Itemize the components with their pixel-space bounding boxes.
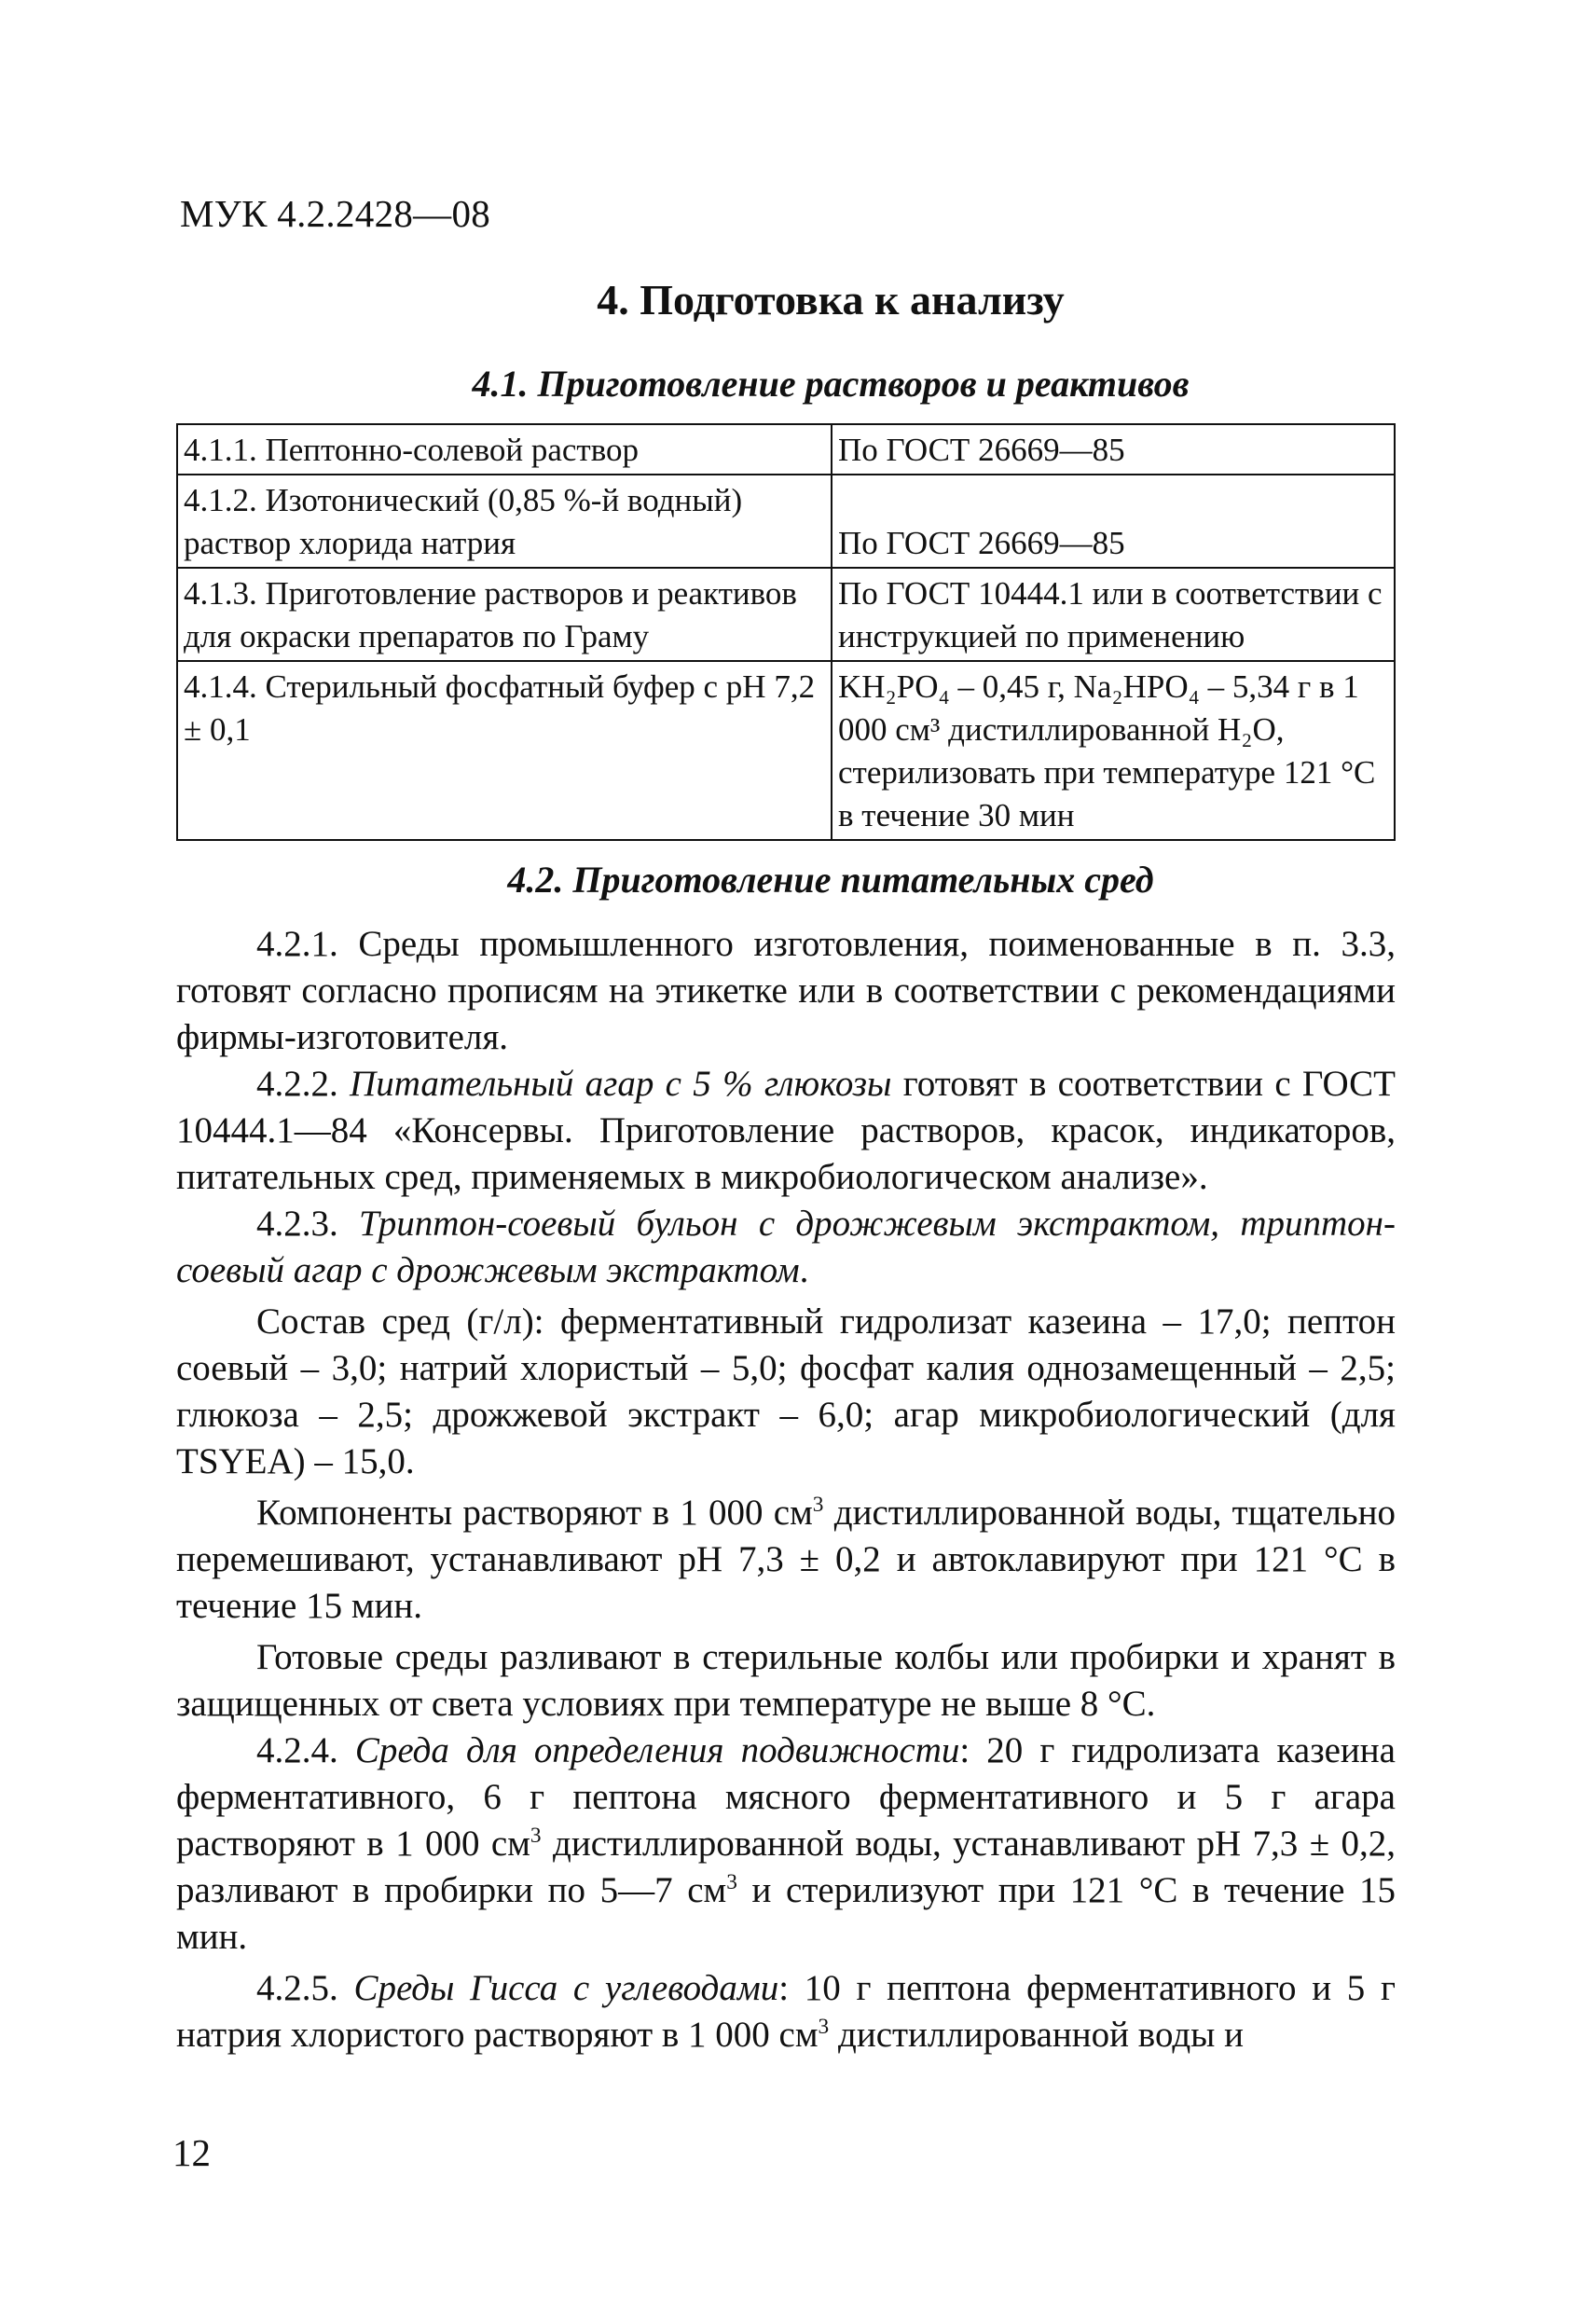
paragraph-4-2-5 [176,1965,1396,2058]
clause-number: 4.2.2. [256,1064,338,1104]
paragraph-4-2-1: 4.2.1. Среды промышленного изготовления, поименованные в п. 3.3, готовят согласно прописям на этикетке или в соответствии с рекомендациями фирмы-изготовителя. [176,924,1396,1057]
medium-name: Триптон-соевый бульон с дрожжевым экстрактом, триптон-соевый агар с дрожжевым экстрактом [176,1204,1396,1290]
paragraph-text: готовят в соответствии с ГОСТ 10444.1—84 «Консервы. Приготовление растворов, красок, индикаторов, питательных сред, применяемых в микробиологическом анализе». [176,1064,1396,1197]
body-text [176,921,1396,2058]
table-row [177,568,1395,661]
clause-number: 4.2.4. [256,1730,338,1770]
paragraph-4-2-4 [176,1728,1396,1961]
table-cell-method: По ГОСТ 26669—85 [832,424,1395,475]
paragraph-text: дистиллированной воды, устанавливают pH 7,3 ± 0,2, разливают в пробирки по 5—7 см [176,1824,1396,1910]
subsection-title-solutions: 4.1. Приготовление растворов и реактивов [472,363,1190,405]
reagents-table [176,423,1396,841]
table-cell-method: По ГОСТ 26669—85 [832,475,1395,568]
document-code: МУК 4.2.2428—08 [180,192,491,235]
table-cell-item: 4.1.3. Приготовление растворов и реактивов для окраски препаратов по Граму [177,568,832,661]
table-row [177,424,1395,475]
paragraph-text: Компоненты растворяют в 1 000 см [256,1493,813,1533]
superscript: 3 [812,1493,824,1517]
paragraph-text: дистиллированной воды и [837,2015,1244,2055]
table-cell-item: 4.1.1. Пептонно-солевой раствор [177,424,832,475]
page-number: 12 [172,2131,211,2174]
section-title: 4. Подготовка к анализу [597,276,1065,324]
medium-name: Среда для определения подвижности [354,1730,960,1770]
paragraph-text: : 20 г гидролизата казеина ферментативного, 6 г пептона мясного ферментативного и 5 г агара растворяют в 1 000 см [176,1730,1396,1864]
table-cell-method: KH₂PO₄ – 0,45 г, Na₂HPO₄ – 5,34 г в 1 000 см³ дистиллированной H₂O, стерилизовать при температуре 121 °С в течение 30 мин [832,661,1395,840]
paragraph-text: и стерилизуют при 121 °С в течение 15 мин. [176,1870,1396,1957]
superscript: 3 [818,2015,830,2039]
paragraph-components [176,1490,1396,1630]
paragraph-composition: Состав сред (г/л): ферментативный гидролизат казеина – 17,0; пептон соевый – 3,0; натрий хлористый – 5,0; фосфат калия однозамещенный – 2,5; глюкоза – 2,5; дрожжевой экстракт – 6,0; агар микробиологический (для TSYEA) – 15,0. [176,1301,1396,1481]
clause-number: 4.2.5. [256,1968,338,2008]
table-cell-item: 4.1.4. Стерильный фосфатный буфер с pH 7,2 ± 0,1 [177,661,832,840]
paragraph-4-2-2 [176,1061,1396,1201]
superscript: 3 [726,1870,737,1894]
medium-name: Питательный агар с 5 % глюкозы [350,1064,892,1104]
paragraph-storage: Готовые среды разливают в стерильные колбы или пробирки и хранят в защищенных от света условиях при температуре не выше 8 °С. [176,1637,1396,1724]
table-row [177,661,1395,840]
medium-name: Среды Гисса с углеводами [353,1968,779,2008]
paragraph-text: дистиллированной воды, тщательно перемешивают, устанавливают pH 7,3 ± 0,2 и автоклавируют при 121 °С в течение 15 мин. [176,1493,1396,1626]
subsection-title-media: 4.2. Приготовление питательных сред [507,859,1154,901]
table-row [177,475,1395,568]
paragraph-4-2-3 [176,1201,1396,1294]
table-cell-item: 4.1.2. Изотонический (0,85 %-й водный) раствор хлорида натрия [177,475,832,568]
paragraph-text: : 10 г пептона ферментативного и 5 г натрия хлористого растворяют в 1 000 см [176,1968,1396,2055]
table-cell-method: По ГОСТ 10444.1 или в соответствии с инструкцией по применению [832,568,1395,661]
paragraph-text: . [799,1250,809,1290]
superscript: 3 [530,1824,542,1848]
clause-number: 4.2.3. [256,1204,338,1244]
